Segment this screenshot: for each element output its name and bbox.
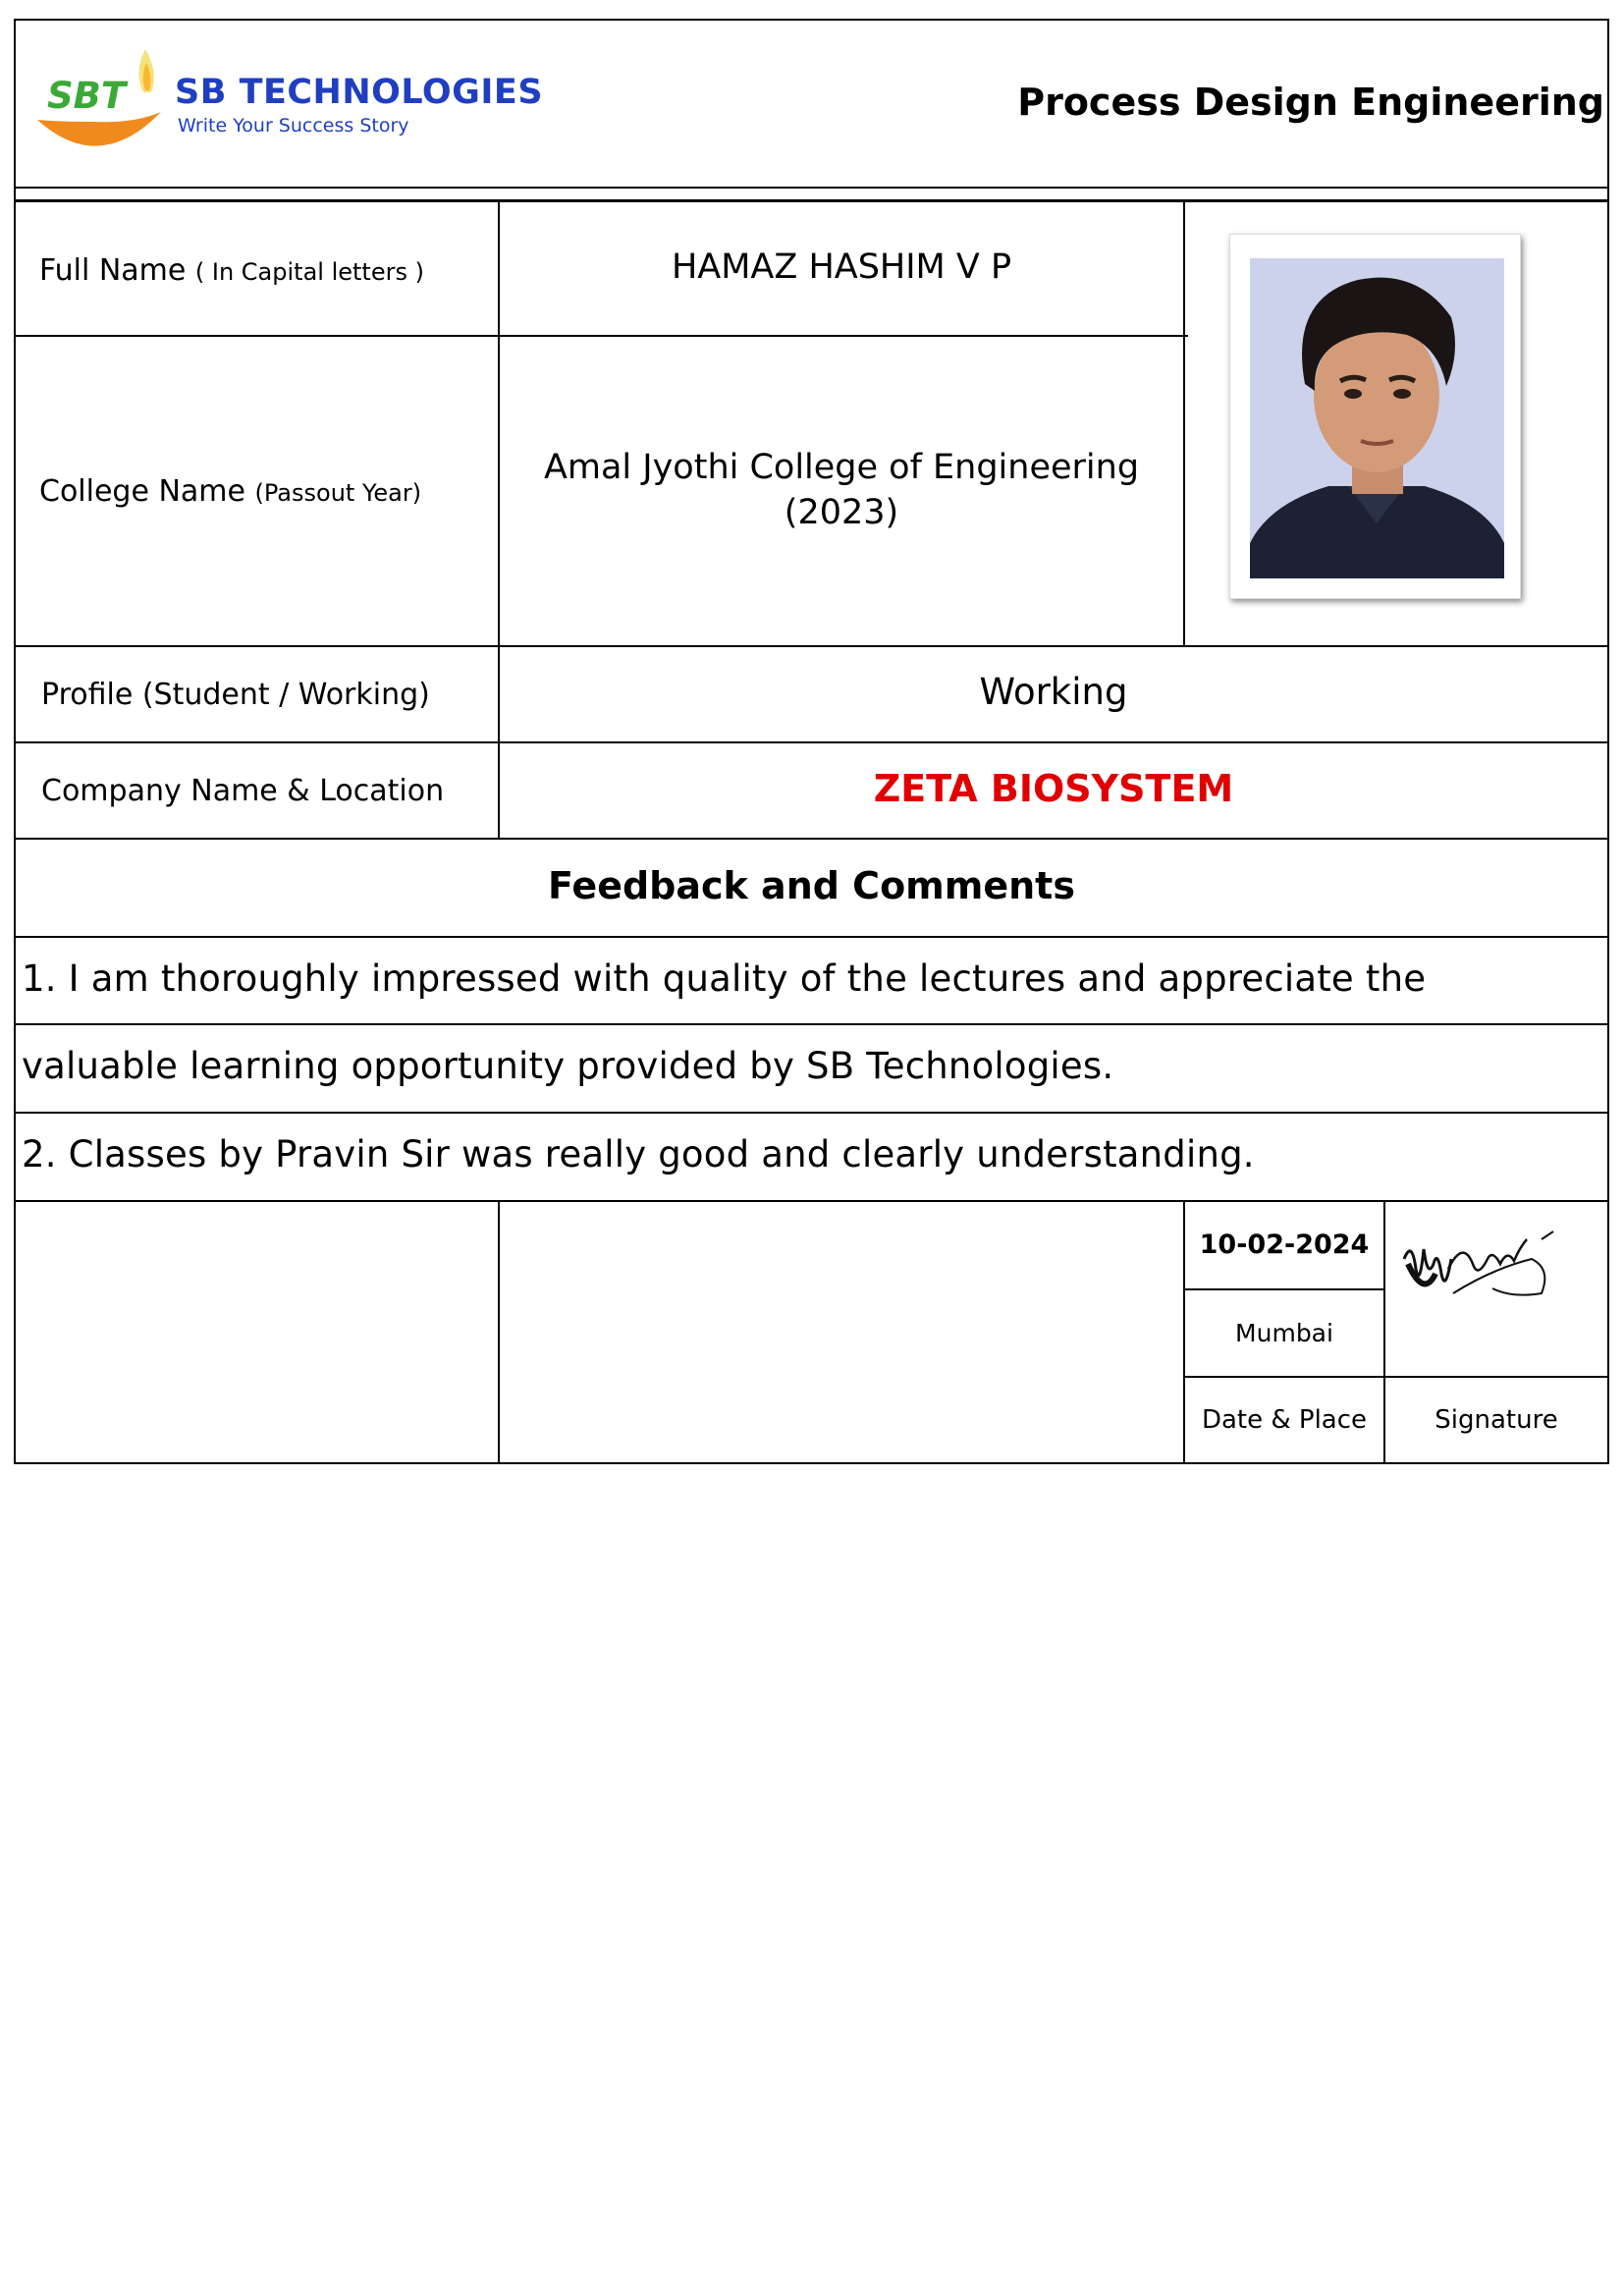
profile-label: Profile (Student / Working) bbox=[41, 678, 430, 712]
college-hint: (Passout Year) bbox=[254, 479, 422, 507]
college-value bbox=[500, 445, 1183, 535]
signature-icon bbox=[1394, 1220, 1571, 1318]
date-place-label: Date & Place bbox=[1201, 1405, 1368, 1435]
feedback-line: valuable learning opportunity provided by SB Technologies. bbox=[22, 1045, 1114, 1087]
full-name-label: Full Name ( In Capital letters ) bbox=[39, 253, 424, 288]
date-value: 10-02-2024 bbox=[1199, 1230, 1370, 1260]
feedback-heading: Feedback and Comments bbox=[548, 864, 1075, 907]
company-name: SB TECHNOLOGIES bbox=[175, 73, 544, 112]
feedback-line: 2. Classes by Pravin Sir was really good and clearly understanding. bbox=[22, 1133, 1255, 1175]
place-value: Mumbai bbox=[1235, 1319, 1333, 1347]
logo-badge: SBT bbox=[47, 75, 127, 117]
company-value: ZETA BIOSYSTEM bbox=[873, 767, 1234, 810]
logo bbox=[35, 43, 566, 151]
person-photo-icon bbox=[1250, 258, 1504, 578]
full-name-value: HAMAZ HASHIM V P bbox=[671, 247, 1012, 287]
company-label: Company Name & Location bbox=[41, 774, 445, 808]
signature-label: Signature bbox=[1435, 1405, 1558, 1435]
college-name: Amal Jyothi College of Engineering bbox=[543, 448, 1140, 487]
full-name-hint: ( In Capital letters ) bbox=[194, 258, 424, 286]
profile-photo bbox=[1229, 234, 1521, 599]
company-tagline: Write Your Success Story bbox=[178, 115, 409, 137]
passout-year: (2023) bbox=[784, 493, 899, 532]
college-label: College Name (Passout Year) bbox=[39, 474, 422, 509]
feedback-line: 1. I am thoroughly impressed with quality of the lectures and appreciate the bbox=[22, 957, 1427, 1000]
profile-value: Working bbox=[979, 671, 1128, 713]
course-title: Process Design Engineering bbox=[1017, 81, 1604, 124]
